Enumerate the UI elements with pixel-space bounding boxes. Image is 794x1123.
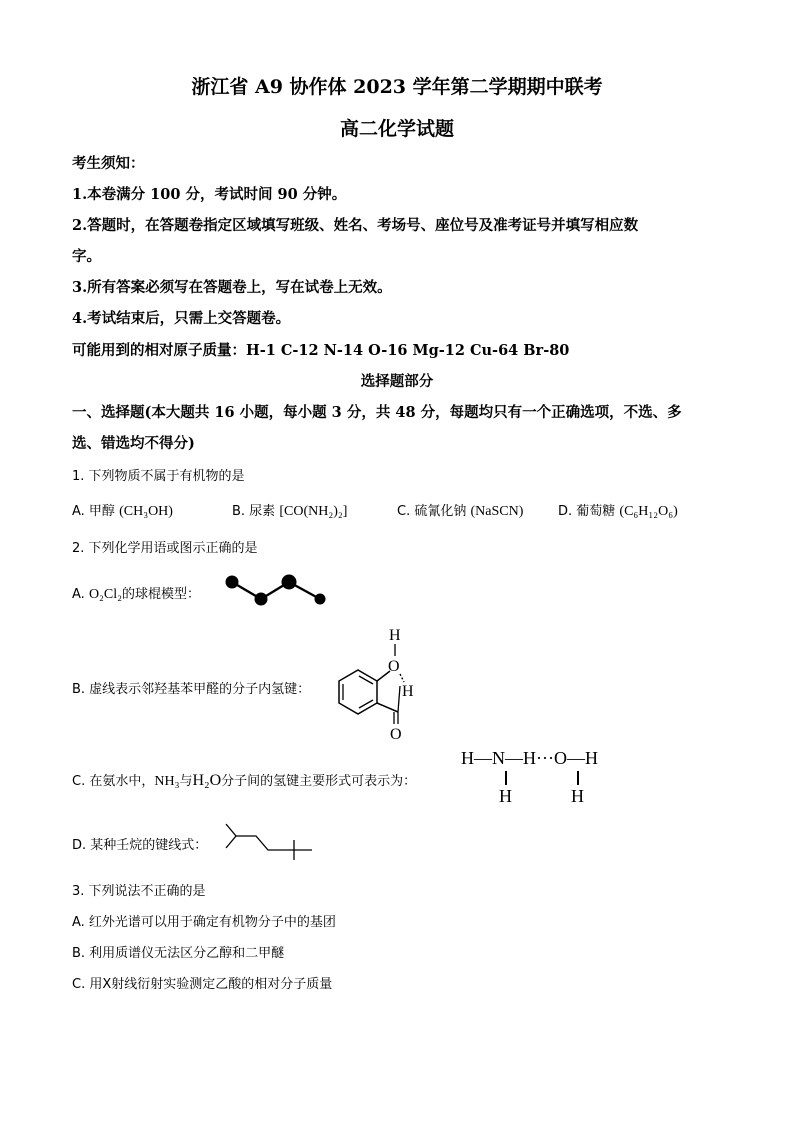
hydrogen-bottom-left: H bbox=[499, 786, 512, 806]
q1-option-c bbox=[397, 500, 523, 520]
q2-option-a bbox=[72, 583, 200, 603]
page-title: 浙江省 A9 协作体 2023 学年第二学期期中联考 bbox=[191, 76, 603, 98]
q2-option-c-end: 分子间的氢键主要形式可表示为： bbox=[221, 774, 417, 789]
q1-stem: 1. 下列物质不属于有机物的是 bbox=[72, 469, 245, 484]
atomic-masses: 可能用到的相对原子质量：H-1 C-12 N-14 O-16 Mg-12 Cu-64 Br-80 bbox=[72, 342, 570, 359]
atom-h-top: H bbox=[389, 627, 401, 644]
q2-option-d: D. 某种壬烷的键线式： bbox=[72, 838, 208, 853]
q1-option-d-label: D. 葡萄糖 bbox=[558, 504, 616, 519]
notice-item-4: 4.考试结束后，只需上交答题卷。 bbox=[72, 310, 291, 327]
q2-stem: 2. 下列化学用语或图示正确的是 bbox=[72, 541, 258, 556]
q2-option-c-nh3: NH₃ bbox=[154, 774, 180, 789]
notice-item-3: 3.所有答案必须写在答题卷上，写在试卷上无效。 bbox=[72, 279, 392, 296]
q2-option-a-formula: O₂Cl₂ bbox=[88, 587, 123, 602]
q1-option-a-formula: (CH₃OH) bbox=[119, 504, 173, 519]
q1-option-b bbox=[232, 500, 347, 520]
nonane-skeletal-formula bbox=[218, 818, 320, 860]
q3-option-a: A. 红外光谱可以用于确定有机物分子中的基团 bbox=[72, 915, 336, 930]
q2-option-c-text: C. 在氨水中， bbox=[72, 774, 155, 789]
q2-option-c-h2o: H₂O bbox=[192, 772, 222, 789]
notice-item-2-cont: 字。 bbox=[72, 248, 101, 265]
q1-option-d-formula: (C₆H₁₂O₆) bbox=[619, 504, 678, 519]
q1-option-b-label: B. 尿素 bbox=[232, 504, 276, 519]
atom-o-hydroxyl: O bbox=[388, 658, 400, 675]
q3-option-b: B. 利用质谱仪无法区分乙醇和二甲醚 bbox=[72, 946, 285, 961]
notice-item-1: 1.本卷满分 100 分，考试时间 90 分钟。 bbox=[72, 186, 347, 203]
q2-option-c-mid: 与 bbox=[179, 774, 193, 789]
n-h-bond-line bbox=[505, 771, 507, 785]
q3-stem: 3. 下列说法不正确的是 bbox=[72, 884, 206, 899]
q2-option-a-label: A. bbox=[72, 587, 85, 602]
q2-option-c bbox=[72, 770, 416, 790]
q1-option-c-label: C. 硫氰化钠 bbox=[397, 504, 467, 519]
notice-heading: 考生须知： bbox=[72, 155, 145, 172]
q2-option-b: B. 虚线表示邻羟基苯甲醛的分子内氢键： bbox=[72, 682, 311, 697]
q1-option-a bbox=[72, 500, 173, 520]
q1-option-d bbox=[558, 500, 678, 520]
notice-item-2: 2.答题时，在答题卷指定区域填写班级、姓名、考场号、座位号及准考证号并填写相应数 bbox=[72, 217, 639, 234]
o-h-bond-line bbox=[577, 771, 579, 785]
section-title: 选择题部分 bbox=[360, 373, 434, 390]
atom-o-carbonyl: O bbox=[390, 726, 402, 743]
hydrogen-bottom-right: H bbox=[571, 786, 584, 806]
atom-h-aldehyde: H bbox=[402, 683, 414, 700]
q1-option-b-formula: [CO(NH₂)₂] bbox=[279, 504, 348, 519]
q3-option-c: C. 用X射线衍射实验测定乙酸的相对分子质量 bbox=[72, 977, 333, 992]
q2-option-a-text: 的球棍模型： bbox=[122, 587, 201, 602]
q1-option-a-label: A. 甲醇 bbox=[72, 504, 115, 519]
page-subtitle: 高二化学试题 bbox=[339, 118, 454, 140]
hydroxybenzaldehyde-structure bbox=[328, 626, 418, 744]
hydrogen-bond-formula: H—N—H···O—H bbox=[461, 748, 598, 768]
section-intro-line2: 选、错选均不得分) bbox=[72, 435, 195, 452]
section-intro-line1: 一、选择题(本大题共 16 小题，每小题 3 分，共 48 分，每题均只有一个正确选项，不选、多 bbox=[72, 404, 682, 421]
ball-stick-model-diagram bbox=[222, 572, 332, 612]
q1-option-c-formula: (NaSCN) bbox=[470, 504, 524, 519]
